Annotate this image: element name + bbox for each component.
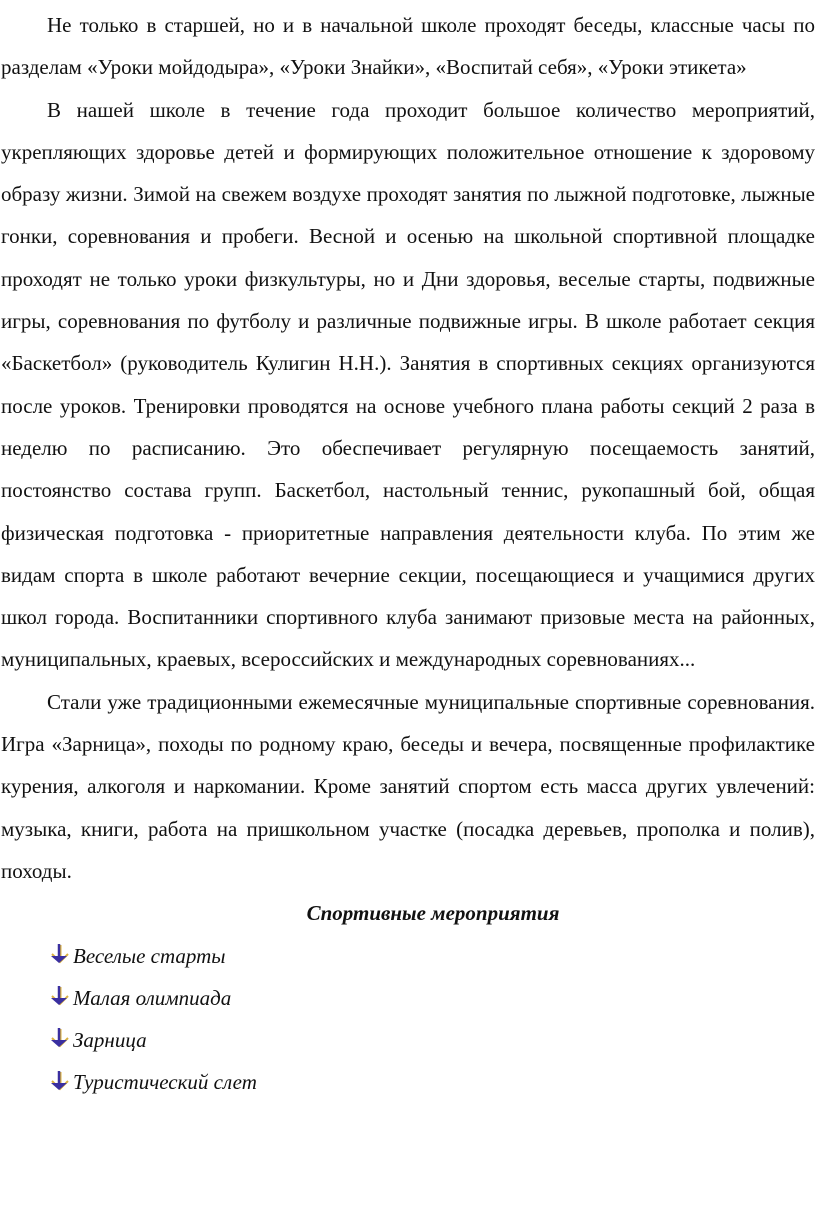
list-item <box>49 935 815 977</box>
list-item-label: Туристический слет <box>73 1070 257 1095</box>
section-title: Спортивные мероприятия <box>306 901 560 926</box>
arrow-down-icon <box>49 985 71 1007</box>
arrow-down-icon <box>49 943 71 965</box>
paragraph-3: Стали уже традиционными ежемесячные муниципальные спортивные соревнования. Игра «Зарница», походы по родному краю, беседы и вечера, посвященные профилактике курения, алкоголя и наркомании. Кроме занятий спортом есть масса других увлечений: музыка, книги, работа на пришкольном участке (посадка деревьев, прополка и полив), походы. <box>1 689 815 883</box>
list-item-label: Малая олимпиада <box>73 985 232 1010</box>
list-item-label: Зарница <box>73 1028 147 1053</box>
arrow-down-icon <box>49 1027 71 1049</box>
list-item-label: Веселые старты <box>73 943 226 968</box>
events-list <box>1 935 815 1104</box>
paragraph-1: Не только в старшей, но и в начальной школе проходят беседы, классные часы по разделам «Уроки мойдодыра», «Уроки Знайки», «Воспитай себя», «Уроки этикета» <box>1 13 815 80</box>
arrow-down-icon <box>49 1070 71 1092</box>
list-item <box>49 977 815 1019</box>
list-item <box>49 1019 815 1061</box>
paragraph-2: В нашей школе в течение года проходит большое количество мероприятий, укрепляющих здоровье детей и формирующих положительное отношение к здоровому образу жизни. Зимой на свежем воздухе проходят занятия по лыжной подготовке, лыжные гонки, соревнования и пробеги. Весной и осенью на школьной спортивной площадке проходят не только уроки физкультуры, но и Дни здоровья, веселые старты, подвижные игры, соревнования по футболу и различные подвижные игры. В школе работает секция «Баскетбол» (руководитель Кулигин Н.Н.). Занятия в спортивных секциях организуются после уроков. Тренировки проводятся на основе учебного плана работы секций 2 раза в неделю по расписанию. Это обеспечивает регулярную посещаемость занятий, постоянство состава групп. Баскетбол, настольный теннис, рукопашный бой, общая физическая подготовка - приоритетные направления деятельности клуба. По этим же видам спорта в школе работают вечерние секции, посещающиеся и учащимися других школ города. Воспитанники спортивного клуба занимают призовые места на районных, муниципальных, краевых, всероссийских и международных соревнованиях... <box>1 97 815 672</box>
list-item <box>49 1061 815 1103</box>
